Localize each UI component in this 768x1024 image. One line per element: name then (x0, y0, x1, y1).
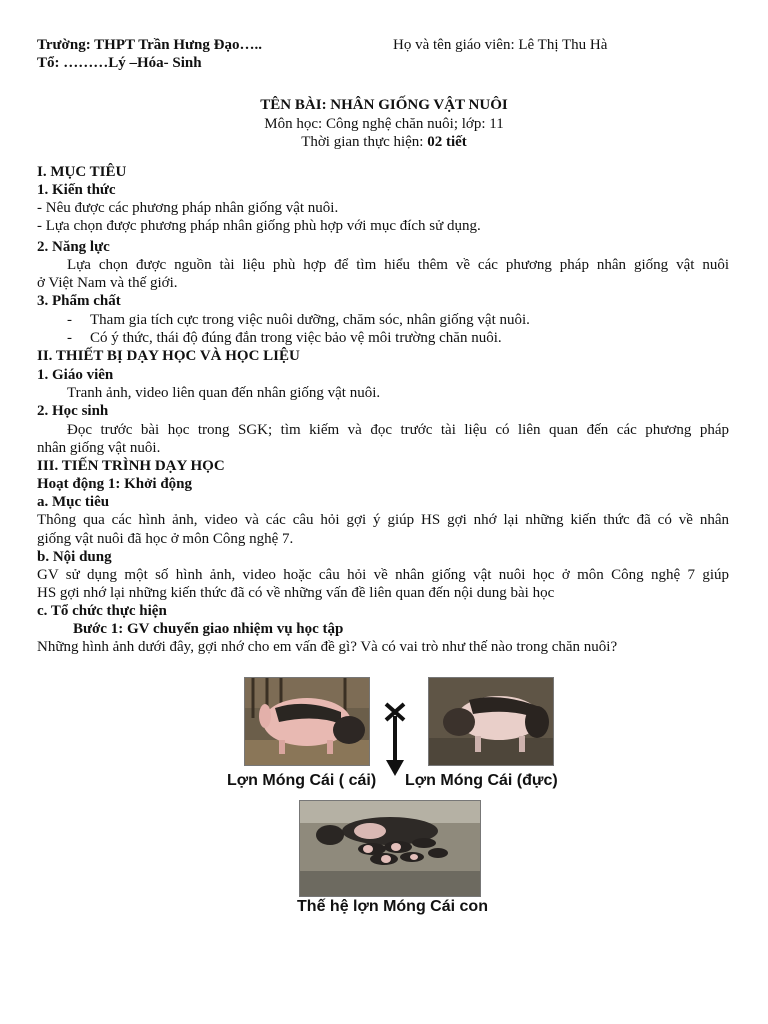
competence-line-2: ở Việt Nam và thế giới. (37, 275, 178, 291)
goal-line-1: Thông qua các hình ảnh, video và các câu hỏi gợi ý giúp HS gợi nhớ lại những kiến thức đã có về nhân (37, 512, 729, 528)
competence-line-1: Lựa chọn được nguồn tài liệu phù hợp để tìm hiểu thêm về các phương pháp nhân giống vật nuôi (67, 257, 729, 273)
content-line-1: GV sử dụng một số hình ảnh, video hoặc câu hỏi về nhân giống vật nuôi học ở môn Công nghệ 7 giúp (37, 567, 729, 583)
quality-item-1: - Tham gia tích cực trong việc nuôi dưỡng, chăm sóc, nhân giống vật nuôi. (67, 312, 530, 328)
teacher-text: Tranh ảnh, video liên quan đến nhân giống vật nuôi. (67, 385, 381, 401)
section-2-heading: II. THIẾT BỊ DẠY HỌC VÀ HỌC LIỆU (37, 348, 300, 364)
student-heading: 2. Học sinh (37, 403, 109, 419)
goal-line-2: giống vật nuôi đã học ở môn Công nghệ 7. (37, 531, 294, 547)
subject-line: Môn học: Công nghệ chăn nuôi; lớp: 11 (264, 116, 504, 132)
male-pig-photo (428, 677, 554, 766)
organization-heading: c. Tổ chức thực hiện (37, 603, 167, 619)
female-pig-caption: Lợn Móng Cái ( cái) (227, 772, 377, 789)
student-line-2: nhân giống vật nuôi. (37, 440, 161, 456)
section-1-heading: I. MỤC TIÊU (37, 164, 127, 180)
quality-item-2: - Có ý thức, thái độ đúng đắn trong việc bảo vệ môi trường chăn nuôi. (67, 330, 502, 346)
step-1-heading: Bước 1: GV chuyển giao nhiệm vụ học tập (73, 621, 344, 637)
school-name: Trường: THPT Trần Hưng Đạo….. (37, 37, 262, 53)
goal-heading: a. Mục tiêu (37, 494, 110, 510)
offspring-caption: Thế hệ lợn Móng Cái con (297, 898, 488, 915)
offspring-photo (299, 800, 481, 897)
group-name: Tổ: ………Lý –Hóa- Sinh (37, 55, 202, 71)
content-line-2: HS gợi nhớ lại những kiến thức đã có về những vấn đề liên quan đến nội dung bài học (37, 585, 555, 601)
lesson-title: TÊN BÀI: NHÂN GIỐNG VẬT NUÔI (260, 97, 508, 113)
teacher-heading: 1. Giáo viên (37, 367, 114, 383)
knowledge-item-2: - Lựa chọn được phương pháp nhân giống phù hợp với mục đích sử dụng. (37, 218, 481, 234)
competence-heading: 2. Năng lực (37, 239, 110, 255)
time-line: Thời gian thực hiện: 02 tiết (301, 134, 467, 150)
knowledge-heading: 1. Kiến thức (37, 182, 116, 198)
activity-heading: Hoạt động 1: Khởi động (37, 476, 193, 492)
knowledge-item-1: - Nêu được các phương pháp nhân giống vật nuôi. (37, 200, 339, 216)
female-pig-photo (244, 677, 370, 766)
cross-arrow-icon (380, 700, 412, 778)
question-text: Những hình ảnh dưới đây, gợi nhớ cho em vấn đề gì? Và có vai trò như thế nào trong chăn nuôi? (37, 639, 618, 655)
quality-heading: 3. Phẩm chất (37, 293, 121, 309)
teacher-name: Họ và tên giáo viên: Lê Thị Thu Hà (393, 37, 608, 53)
section-3-heading: III. TIẾN TRÌNH DẠY HỌC (37, 458, 225, 474)
content-heading: b. Nội dung (37, 549, 112, 565)
student-line-1: Đọc trước bài học trong SGK; tìm kiếm và đọc trước tài liệu có liên quan đến các phương pháp (67, 422, 729, 438)
male-pig-caption: Lợn Móng Cái (đực) (405, 772, 558, 789)
